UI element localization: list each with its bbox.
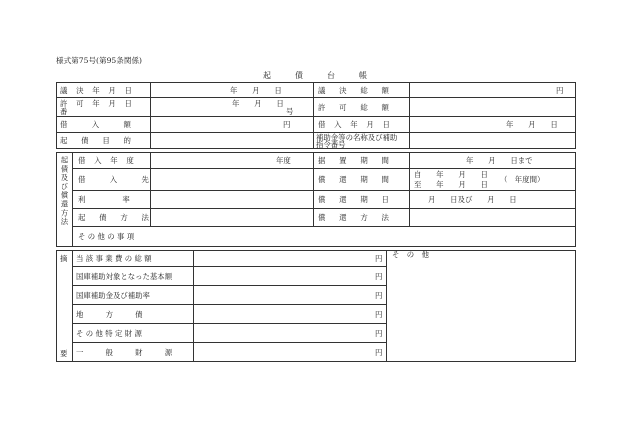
- hojo-meisho-label: 補助金等の名称及び補助: [316, 133, 398, 142]
- gikketsu-date-label: 議 決 年 月 日: [60, 86, 136, 95]
- summary-side-bottom: 要: [60, 349, 68, 358]
- shokan-kikan-from: 自 年 月 日: [414, 170, 488, 179]
- kariire-amount-label: 借 入 額: [60, 120, 135, 129]
- shokan-kikan-to: 至 年 月 日: [414, 180, 488, 189]
- summary-item-label: 国庫補助金及び補助率: [76, 291, 150, 300]
- page-title: 起 債 台 帳: [263, 71, 367, 80]
- kariire-date-label: 借 入 年 月 日: [318, 120, 394, 129]
- summary-sonota: そ の 他: [392, 250, 429, 259]
- gikketsu-total-unit: 円: [556, 86, 564, 95]
- kyoka-date-label: 許 可 年 月 日: [60, 99, 136, 108]
- summary-side-top: 摘: [60, 254, 68, 263]
- kyoka-date-value: 年 月 日: [232, 99, 284, 108]
- kyoka-number-value: 号: [286, 107, 294, 116]
- summary-item-label: 当 該 事 業 費 の 総 額: [76, 254, 152, 263]
- summary-item-unit: 円: [375, 329, 383, 338]
- method-side-label: 起債及び償還方法: [60, 156, 69, 227]
- kyoka-total-label: 許 可 総 額: [318, 103, 393, 112]
- summary-item-unit: 円: [375, 310, 383, 319]
- kariire-amount-unit: 円: [283, 120, 291, 129]
- sonota-jiko-label: そ の 他 の 事 項: [78, 232, 135, 241]
- summary-item-label: 国庫補助対象となった基本額: [76, 272, 173, 281]
- gikketsu-total-label: 議 決 総 額: [318, 86, 393, 95]
- summary-item-unit: 円: [375, 254, 383, 263]
- kariire-date-value: 年 月 日: [506, 120, 558, 129]
- summary-item-label: そ の 他 特 定 財 源: [76, 329, 142, 338]
- kisai-hoho-label: 起 債 方 法: [78, 213, 153, 222]
- kyoka-number-label: 番: [60, 107, 68, 116]
- kariire-nendo-unit: 年度: [276, 156, 291, 165]
- gikketsu-date-value: 年 月 日: [230, 86, 282, 95]
- shokan-hoho-label: 償 還 方 法: [318, 213, 393, 222]
- kariire-nendo-label: 借 入 年 度: [78, 156, 138, 165]
- hojo-shirei-label: 指令番号: [316, 140, 346, 149]
- shokan-kikan-note: （ 年度間）: [500, 175, 545, 184]
- shokan-kikan-label: 償 還 期 間: [318, 175, 393, 184]
- kariiresaki-label: 借 入 先: [78, 175, 153, 184]
- form-number-label: 様式第75号(第95条関係): [56, 56, 142, 65]
- summary-item-label: 地 方 債: [76, 310, 143, 319]
- summary-item-unit: 円: [375, 291, 383, 300]
- kisai-mokuteki-label: 起 債 目 的: [60, 136, 135, 145]
- summary-item-unit: 円: [375, 272, 383, 281]
- sueoki-kikan-value: 年 月 日まで: [466, 156, 533, 165]
- shokan-kijitsu-value: 月 日及び 月 日: [428, 195, 517, 204]
- summary-item-label: 一 般 財 源: [76, 348, 173, 357]
- shokan-kijitsu-label: 償 還 期 日: [318, 195, 393, 204]
- sueoki-kikan-label: 据 置 期 間: [318, 156, 393, 165]
- riritsu-label: 利 率: [78, 195, 130, 204]
- summary-item-unit: 円: [375, 348, 383, 357]
